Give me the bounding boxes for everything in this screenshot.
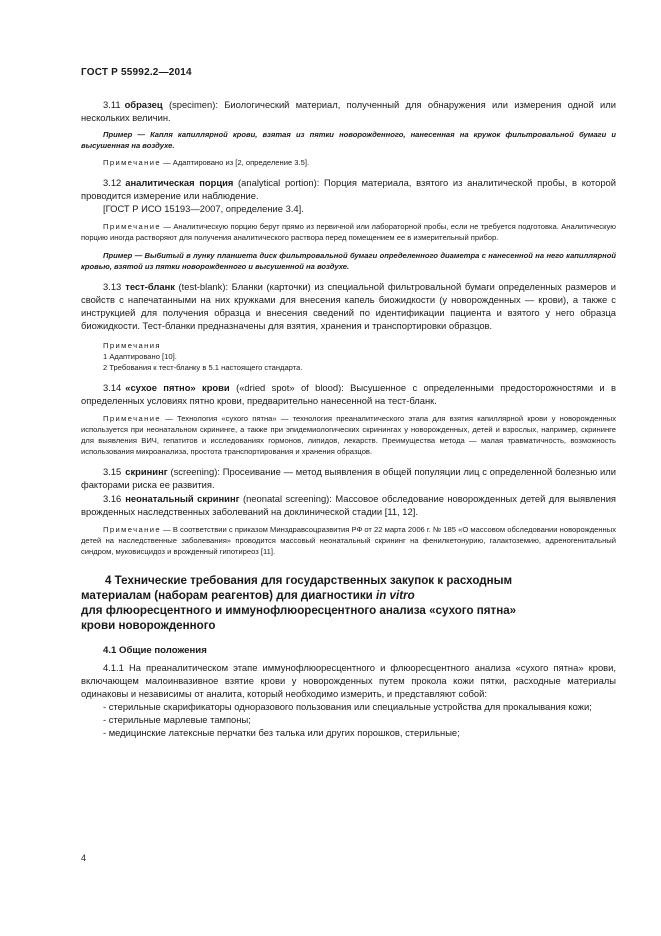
term-number: 3.11 [103, 99, 121, 110]
note [81, 524, 616, 557]
term-3-15 [81, 465, 616, 491]
page-content [81, 98, 616, 739]
notes-label: Примечания [103, 341, 161, 350]
note-label: Примечание [103, 222, 161, 231]
note-label: Примечание [103, 414, 161, 423]
note-label: Примечание [103, 158, 161, 167]
subsection-4-1-title: 4.1 Общие положения [103, 645, 207, 656]
example: Пример — Выбитый в лунку планшета диск фильтровальной бумаги определенного диаметра с нанесенной на него капиллярной кровью, взятой из пятки новорожденного и высушенной на воздухе. [81, 251, 616, 271]
notes-item: 2 Требования к тест-бланку в 5.1 настоящего стандарта. [103, 363, 303, 372]
term-3-11 [81, 98, 616, 124]
notes-item: 1 Адаптировано [10]. [103, 352, 177, 361]
term-3-12 [81, 176, 616, 202]
note-text: — Аналитическую порцию берут прямо из первичной или лабораторной пробы, если не требуется подготовка. Аналитическую порцию иногда растворяют для получения аналитического раствора перед помещением ее в измерительный прибор. [81, 222, 616, 242]
note [81, 221, 616, 243]
term-name: скрининг [125, 466, 168, 477]
term-definition: (neonatal screening): Массовое обследование новорожденных детей для выявления врожденных наследственных заболеваний на доклинической стадии [11, 12]. [81, 493, 617, 517]
term-3-13 [81, 280, 616, 332]
section-heading-line: крови новорожденного [81, 619, 216, 632]
page-number: 4 [81, 853, 87, 863]
term-3-16 [81, 492, 616, 518]
note-text: — Адаптировано из [2, определение 3.5]. [160, 158, 310, 167]
term-number: 3.13 [103, 281, 122, 292]
example: Пример — Капля капиллярной крови, взятая из пятки новорожденного, нанесенная на кружок фильтровальной бумаги и высушенная на воздухе. [81, 130, 616, 150]
term-definition: (screening): Просеивание — метод выявления в общей популяции лиц с определенной болезнью или факторами риска ее развития. [81, 466, 616, 490]
page-header: ГОСТ Р 55992.2—2014 [81, 67, 192, 78]
section-heading-line [81, 588, 616, 603]
section-heading-line: 4 Технические требования для государственных закупок к расходным [105, 574, 513, 587]
term-number: 3.14 [103, 382, 122, 393]
note [81, 157, 616, 168]
note [81, 413, 616, 457]
term-name: неонатальный скрининг [125, 493, 240, 504]
list-item: - стерильные марлевые тампоны; [103, 714, 251, 725]
list-item: - стерильные скарификаторы одноразового пользования или специальные устройства для прокалывания кожи; [103, 701, 592, 712]
list-item: - медицинские латексные перчатки без талька или других порошков, стерильные; [103, 727, 460, 738]
term-name: тест-бланк [125, 281, 175, 292]
term-number: 3.16 [103, 493, 122, 504]
term-definition: (analytical portion): Порция материала, взятого из аналитической пробы, в которой проводится измерение или наблюдение. [81, 177, 616, 201]
term-number: 3.15 [103, 466, 122, 477]
term-definition: («dried spot» of blood): Высушенное с определенными предосторожностями и в определенных условиях пятно крови, предварительно нанесенной на тест-бланк. [81, 382, 616, 406]
term-name: образец [124, 99, 163, 110]
term-definition: (test-blank): Бланки (карточки) из специальной фильтровальной бумаги определенных размеров и свойств с напечатанными на них кружками для внесения капель биожидкости (у новорожденных — крови), а также с инструкцией для получения образца и внесения сведений по идентификации пациента и взятого у него образца биожидкости. Тест-бланки предназначены для взятия, хранения и транспортировки образцов. [81, 281, 616, 331]
term-3-14 [81, 381, 616, 407]
note-text: — Технология «сухого пятна» — технология преаналитического этапа для взятия капиллярной крови у новорожденных используется при неонатальном скрининге, а также при эпидемиологических скринингах у новорожденных, детей и взрослых, например, скрининге для выявления ВИЧ, гепатитов и исследованиях гормонов, липидов, лекарств. Преимущества метода — малая травматичность, возможность использования микроанализа, простота транспортирования и хранения образцов. [81, 414, 616, 456]
term-name: «сухое пятно» крови [125, 382, 230, 393]
section-4-heading [81, 573, 616, 633]
section-heading-line: для флюоресцентного и иммунофлюоресцентного анализа «сухого пятна» [81, 604, 517, 617]
term-name: аналитическая порция [125, 177, 234, 188]
term-definition: (specimen): Биологический материал, полученный для обнаружения или измерения одной или нескольких величин. [81, 99, 616, 123]
section-heading-italic: in vitro [376, 589, 415, 602]
section-heading-text: материалам (наборам реагентов) для диагностики [81, 589, 377, 602]
paragraph-4-1-1: 4.1.1 На преаналитическом этапе иммунофлюоресцентного и флюоресцентного анализа «сухого пятна» крови, включающем малоинвазивное взятие крови у новорожденных путем прокола кожи пятки, расходные материалы одинаковы и независимы от аналита, который необходимо измерить, и представляют собой: [81, 662, 616, 699]
note-label: Примечание [103, 525, 161, 534]
term-reference: [ГОСТ Р ИСО 15193—2007, определение 3.4]. [103, 203, 304, 214]
note-text: — В соответствии с приказом Минздравсоцразвития РФ от 22 марта 2006 г. № 185 «О массовом обследовании новорожденных детей на наследственные заболевания» проводится массовый неонатальный скрининг на фенилкетонурию, галактоземию, адреногенитальный синдром, муковисцидоз и врожденный гипотиреоз [11]. [81, 525, 616, 556]
term-number: 3.12 [103, 177, 122, 188]
